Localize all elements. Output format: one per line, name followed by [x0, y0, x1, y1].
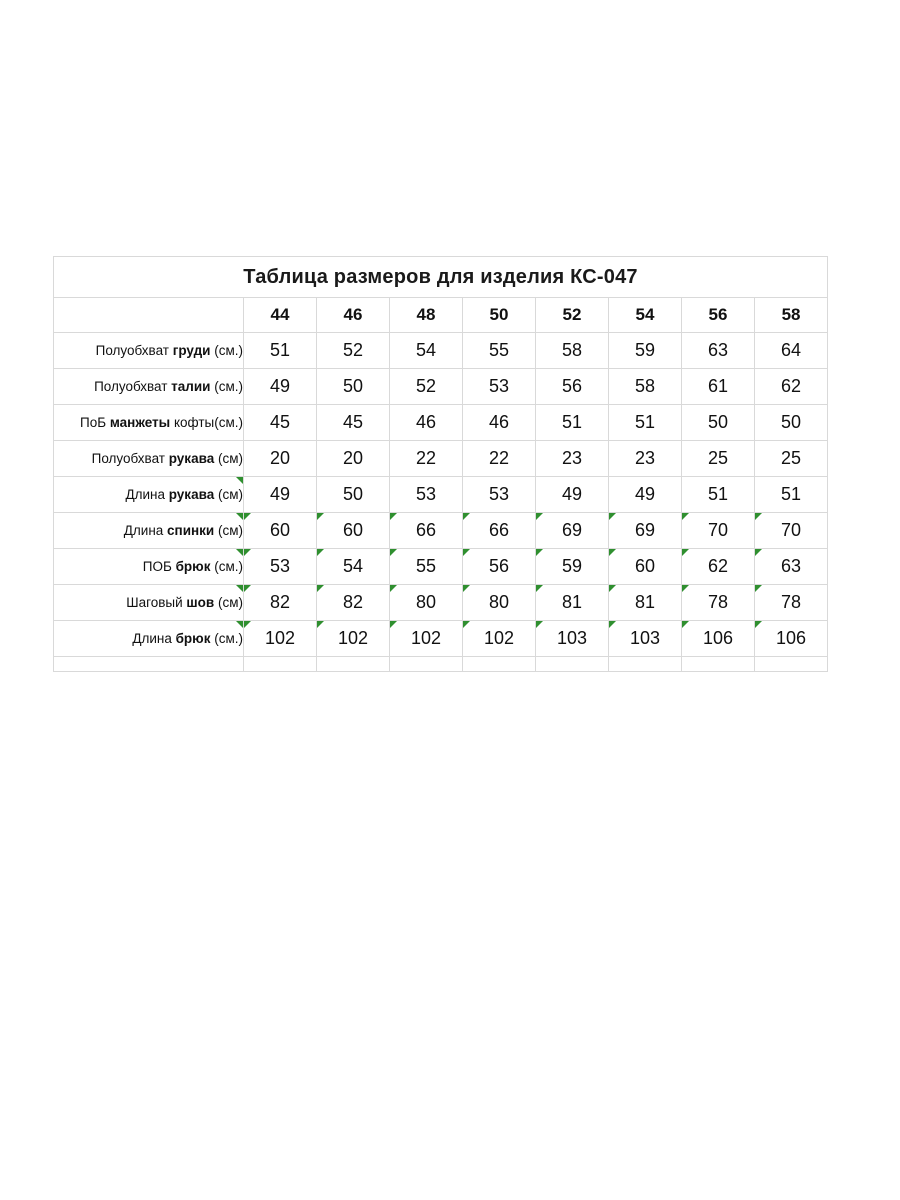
cell-value: 20	[244, 441, 317, 477]
row-label-plain: Длина	[125, 487, 169, 502]
row-label	[54, 477, 244, 513]
table-bottom-spacer-row	[54, 657, 828, 672]
row-label-plain: Полуобхват	[95, 343, 173, 358]
row-label-bold: рукава	[168, 451, 215, 466]
cell-value: 59	[609, 333, 682, 369]
spacer-cell	[755, 657, 828, 672]
cell-value: 80	[390, 585, 463, 621]
cell-value: 81	[609, 585, 682, 621]
cell-value: 54	[317, 549, 390, 585]
cell-value: 61	[682, 369, 755, 405]
row-label-plain: Длина	[123, 523, 168, 538]
cell-value: 49	[244, 477, 317, 513]
cell-value: 45	[244, 405, 317, 441]
cell-value: 56	[536, 369, 609, 405]
row-label-suffix: (см.)	[210, 379, 243, 394]
cell-value: 103	[609, 621, 682, 657]
cell-value: 106	[755, 621, 828, 657]
cell-value: 49	[609, 477, 682, 513]
table-row	[54, 621, 828, 657]
cell-value: 66	[390, 513, 463, 549]
cell-value: 22	[390, 441, 463, 477]
cell-value: 52	[390, 369, 463, 405]
row-label-bold: спинки	[167, 523, 215, 538]
spacer-cell	[609, 657, 682, 672]
cell-value: 53	[244, 549, 317, 585]
spacer-cell	[536, 657, 609, 672]
cell-value: 23	[609, 441, 682, 477]
size-chart-table	[53, 256, 828, 672]
row-label	[54, 441, 244, 477]
cell-value: 25	[682, 441, 755, 477]
size-header-54: 54	[609, 298, 682, 333]
spacer-cell	[390, 657, 463, 672]
size-header-52: 52	[536, 298, 609, 333]
size-header-48: 48	[390, 298, 463, 333]
cell-value: 52	[317, 333, 390, 369]
title-row	[54, 257, 828, 298]
cell-value: 59	[536, 549, 609, 585]
cell-value: 58	[536, 333, 609, 369]
table-title: Таблица размеров для изделия КС-047	[54, 257, 828, 298]
row-label-bold: манжеты	[109, 415, 171, 430]
cell-value: 53	[463, 369, 536, 405]
cell-value: 23	[536, 441, 609, 477]
size-header-56: 56	[682, 298, 755, 333]
size-header-46: 46	[317, 298, 390, 333]
spacer-cell	[463, 657, 536, 672]
cell-value: 53	[463, 477, 536, 513]
row-label-bold: брюк	[175, 631, 211, 646]
cell-value: 78	[682, 585, 755, 621]
row-label-bold: талии	[171, 379, 211, 394]
row-label	[54, 621, 244, 657]
row-label-suffix: (см)	[214, 487, 243, 502]
cell-value: 62	[682, 549, 755, 585]
cell-value: 49	[244, 369, 317, 405]
size-header-44: 44	[244, 298, 317, 333]
cell-value: 56	[463, 549, 536, 585]
row-label-suffix: (см.)	[210, 343, 243, 358]
table-row	[54, 549, 828, 585]
row-label-bold: брюк	[175, 559, 211, 574]
row-label	[54, 549, 244, 585]
header-row	[54, 298, 828, 333]
cell-value: 82	[317, 585, 390, 621]
row-label-suffix: (см)	[214, 451, 243, 466]
table-row	[54, 513, 828, 549]
cell-value: 51	[536, 405, 609, 441]
cell-value: 70	[682, 513, 755, 549]
row-label-plain: Полуобхват	[91, 451, 169, 466]
cell-value: 64	[755, 333, 828, 369]
cell-value: 46	[390, 405, 463, 441]
spacer-cell	[244, 657, 317, 672]
spacer-cell	[682, 657, 755, 672]
cell-value: 50	[682, 405, 755, 441]
cell-value: 53	[390, 477, 463, 513]
spacer-cell	[54, 657, 244, 672]
row-label-suffix: (см)	[214, 523, 243, 538]
cell-value: 60	[609, 549, 682, 585]
cell-value: 78	[755, 585, 828, 621]
table-row	[54, 333, 828, 369]
row-label-plain: Длина	[132, 631, 176, 646]
row-label-suffix: кофты(см.)	[170, 415, 243, 430]
row-label	[54, 369, 244, 405]
cell-value: 62	[755, 369, 828, 405]
cell-value: 51	[609, 405, 682, 441]
row-label-suffix: (см)	[214, 595, 243, 610]
row-label-plain: ПОБ	[142, 559, 176, 574]
cell-value: 49	[536, 477, 609, 513]
cell-value: 45	[317, 405, 390, 441]
row-label	[54, 333, 244, 369]
size-table-container	[53, 256, 827, 672]
cell-value: 81	[536, 585, 609, 621]
cell-value: 25	[755, 441, 828, 477]
cell-value: 20	[317, 441, 390, 477]
cell-value: 55	[390, 549, 463, 585]
cell-value: 22	[463, 441, 536, 477]
cell-value: 60	[317, 513, 390, 549]
cell-value: 51	[682, 477, 755, 513]
cell-value: 51	[244, 333, 317, 369]
cell-value: 106	[682, 621, 755, 657]
table-body	[54, 257, 828, 672]
cell-value: 60	[244, 513, 317, 549]
row-label-plain: ПоБ	[80, 415, 110, 430]
row-label	[54, 513, 244, 549]
header-corner-cell	[54, 298, 244, 333]
cell-value: 102	[390, 621, 463, 657]
row-label	[54, 585, 244, 621]
cell-value: 50	[317, 477, 390, 513]
cell-value: 58	[609, 369, 682, 405]
size-header-58: 58	[755, 298, 828, 333]
table-row	[54, 585, 828, 621]
row-label-bold: шов	[186, 595, 215, 610]
cell-value: 103	[536, 621, 609, 657]
cell-value: 102	[244, 621, 317, 657]
cell-value: 80	[463, 585, 536, 621]
cell-value: 55	[463, 333, 536, 369]
row-label-bold: рукава	[168, 487, 215, 502]
cell-value: 70	[755, 513, 828, 549]
table-row	[54, 477, 828, 513]
cell-value: 63	[682, 333, 755, 369]
row-label-suffix: (см.)	[210, 631, 243, 646]
cell-value: 69	[536, 513, 609, 549]
spacer-cell	[317, 657, 390, 672]
row-label-suffix: (см.)	[210, 559, 243, 574]
cell-value: 69	[609, 513, 682, 549]
cell-value: 50	[755, 405, 828, 441]
cell-value: 51	[755, 477, 828, 513]
row-label-bold: груди	[172, 343, 211, 358]
row-label-plain: Шаговый	[126, 595, 187, 610]
table-row	[54, 441, 828, 477]
cell-value: 102	[317, 621, 390, 657]
cell-value: 46	[463, 405, 536, 441]
cell-value: 54	[390, 333, 463, 369]
cell-value: 63	[755, 549, 828, 585]
cell-value: 50	[317, 369, 390, 405]
row-label	[54, 405, 244, 441]
size-header-50: 50	[463, 298, 536, 333]
cell-value: 66	[463, 513, 536, 549]
row-label-plain: Полуобхват	[94, 379, 172, 394]
cell-value: 82	[244, 585, 317, 621]
table-row	[54, 405, 828, 441]
cell-value: 102	[463, 621, 536, 657]
table-row	[54, 369, 828, 405]
